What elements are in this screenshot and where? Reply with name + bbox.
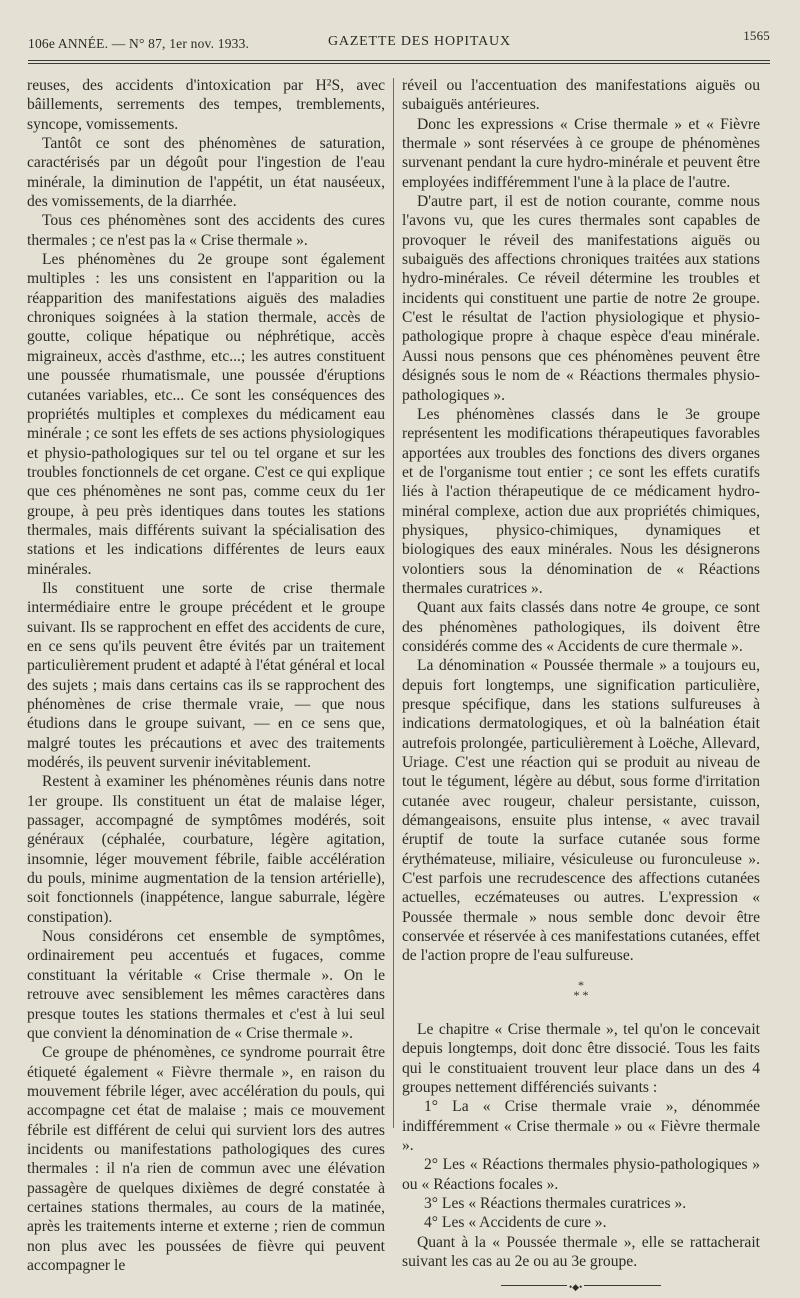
paragraph: Restent à examiner les phénomènes réunis dans notre 1er groupe. Ils constituent un état de malaise léger, passager, accompagné de symptômes modérés, soit généraux (céphalée, courbature, légère agitation, insomnie, léger mouvement fébrile, faible accélération du pouls, minime augmentation de la tension artérielle), soit fonctionnels (inappétence, langue saburrale, légère constipation). — [27, 773, 385, 926]
page-header — [28, 30, 770, 56]
end-ornament — [501, 1285, 661, 1286]
header-rule — [28, 60, 770, 64]
paragraph: Les phénomènes du 2e groupe sont également multiples : les uns consistent en l'apparition ou la réapparition des manifestations aiguës des maladies chroniques soignées à la station thermale, accès de goutte, colique hépatique ou néphrétique, accès migraineux, accès d'asthme, etc...; les autres constituent une poussée rhumatismale, une poussée d'éruptions cutanées variables, etc... Ce sont les conséquences des propriétés multiples et complexes du médicament eau minérale ; ce sont les effets de ses actions physiologiques et physio-pathologiques sur tel ou tel organe et sur les troubles fonctionnels de cet organe. C'est ce qui explique que ces phénomènes ne sont pas, comme ceux du 1er groupe, à peu près identiques dans toutes les stations thermales, mais différents suivant la spécialisation des stations et les indications différentes de leurs eaux minérales. — [27, 251, 385, 578]
page-number: 1565 — [743, 28, 770, 43]
list-item: 2° Les « Réactions thermales physio-pathologiques » ou « Réactions focales ». — [402, 1156, 760, 1193]
paragraph: D'autre part, il est de notion courante, comme nous l'avons vu, que les cures thermales sont capables de provoquer le réveil des manifestations aiguës ou subaiguës des affections chroniques traitées aux stations hydro-minérales. Ce réveil détermine les troubles et incidents qui constituent une partie de notre 2e groupe. C'est le résultat de l'action physiologique et physio-pathologique propre à chaque espèce d'eau minérale. Aussi nous pensons que ces phénomènes peuvent être désignés sous le nom de « Réactions thermales physio-pathologiques ». — [402, 193, 760, 404]
list-item: 1° La « Crise thermale vraie », dénommée indifféremment « Crise thermale » ou « Fièvre thermale ». — [402, 1098, 760, 1154]
paragraph: reuses, des accidents d'intoxication par H²S, avec bâillements, serrements des tempes, tremblements, syncope, vomissements. — [27, 77, 385, 133]
journal-title: GAZETTE DES HOPITAUX — [328, 34, 511, 49]
paragraph: Quant à la « Poussée thermale », elle se rattacherait suivant les cas au 2e ou au 3e groupe. — [402, 1233, 760, 1270]
paragraph: La dénomination « Poussée thermale » a toujours eu, depuis fort longtemps, une signification particulière, presque spécifique, dans les stations sulfureuses à indications dermatologiques, et où la balnéation était autrefois prolongée, particulièrement à Loëche, Allevard, Uriage. C'est une réaction qui se produit au niveau de tout le tégument, légère au début, sous forme d'irritation cutanée avec rougeur, chaleur persistante, cuisson, démangeaisons, ensuite plus intense, « avec travail éruptif de toute la surface cutanée sous forme érythémateuse, miliaire, vésiculeuse ou furonculeuse ». C'est parfois une recrudescence des affections cutanées actuelles, eczémateuses ou autres. L'expression « Poussée thermale » nous semble donc devoir être conservée et réservée à ces manifestations cutanées, effet de l'action propre de l'eau sulfureuse. — [402, 657, 760, 965]
left-column — [27, 76, 385, 1275]
paragraph: Quant aux faits classés dans notre 4e groupe, ce sont des phénomènes pathologiques, ils doivent être considérés comme des « Accidents de cure thermale ». — [402, 599, 760, 655]
paragraph: Tantôt ce sont des phénomènes de saturation, caractérisés par un dégoût pour l'ingestion de l'eau minérale, la diminution de l'appétit, un état nauséeux, des vomissements, de la diarrhée. — [27, 135, 385, 211]
list-item: 3° Les « Réactions thermales curatrices ». — [424, 1194, 687, 1212]
paragraph: Nous considérons cet ensemble de symptômes, ordinairement peu accentués et fugaces, comme constituant la véritable « Crise thermale ». On le retrouve avec sensiblement les mêmes caractères dans presque toutes les stations thermales et c'est à lui seul que convient la dénomination de « Crise thermale ». — [27, 928, 385, 1042]
column-divider — [393, 78, 394, 1128]
paragraph: Ce groupe de phénomènes, ce syndrome pourrait être étiqueté également « Fièvre thermale », en raison du mouvement fébrile léger, avec accélération du pouls, qui accompagne cet état de malaise ; mais ce mouvement fébrile est différent de celui qui survient lors des autres incidents ou manifestations pathologiques des cures thermales : il n'a rien de commun avec une élévation passagère de quelques dixièmes de degré constatée à certaines stations thermales, au cours de la matinée, après les traitements interne et externe ; rien de commun non plus avec les poussées de fièvre qui peuvent accompagner le — [27, 1044, 385, 1274]
paragraph: Tous ces phénomènes sont des accidents des cures thermales ; ce n'est pas la « Crise thermale ». — [27, 212, 385, 249]
paragraph: Le chapitre « Crise thermale », tel qu'on le concevait depuis longtemps, doit donc être dissocié. Tous les faits qui le constituaient trouvent leur place dans un des 4 groupes nettement différenciés suivants : — [402, 1020, 760, 1096]
paragraph: Donc les expressions « Crise thermale » et « Fièvre thermale » sont réservées à ce groupe de phénomènes survenant pendant la cure hydro-minérale et peuvent être employées indifféremment l'une à la place de l'autre. — [402, 115, 760, 191]
paragraph: réveil ou l'accentuation des manifestations aiguës ou subaiguës antérieures. — [402, 77, 760, 114]
section-asterism: * * * — [573, 977, 589, 1002]
paragraph: Ils constituent une sorte de crise thermale intermédiaire entre le groupe précédent et le groupe suivant. Ils se rapprochent en effet des accidents de cure, en ce sens qu'ils peuvent être évités par un traitement particulièrement prudent et adapté à l'état général et local des sujets ; mais dans certains cas ils se rapprochent des phénomènes de crise thermale vraie, — que nous étudions dans le groupe suivant, — en ce sens que, malgré toutes les précautions et avec des traitements modérés, ils peuvent survenir inévitablement. — [27, 579, 385, 772]
list-item: 4° Les « Accidents de cure ». — [424, 1214, 607, 1232]
issue-info: 106e ANNÉE. — N° 87, 1er nov. 1933. — [28, 36, 250, 51]
paragraph: Les phénomènes classés dans le 3e groupe représentent les modifications thérapeutiques favorables apportées aux troubles des fonctions des divers organes et de l'organisme tout entier ; ce sont les effets curatifs liés à l'action thérapeutique de ce médicament hydro-minéral complexe, action due aux propriétés chimiques, physiques, physico-chimiques, dynamiques et biologiques des eaux minérales. Nous les désignerons volontiers sous la dénomination de « Réactions thermales curatrices ». — [402, 405, 760, 597]
right-column — [402, 76, 760, 1286]
